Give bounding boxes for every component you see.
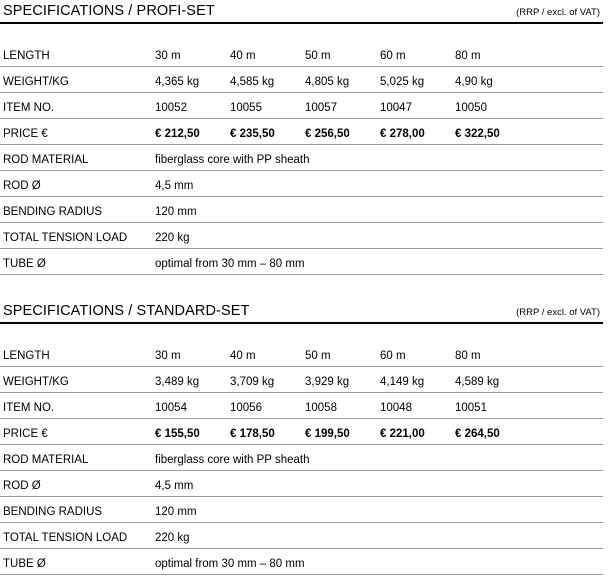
weight-value: 4,90 kg bbox=[455, 76, 493, 88]
weight-value: 4,589 kg bbox=[455, 376, 500, 388]
row-label: ITEM NO. bbox=[3, 402, 55, 414]
rod-diameter-row bbox=[0, 171, 603, 197]
weight-row bbox=[0, 367, 603, 393]
row-label: TOTAL TENSION LOAD bbox=[3, 532, 128, 544]
item-number-value: 10056 bbox=[230, 402, 262, 414]
length-row bbox=[0, 341, 603, 367]
item-number-value: 10055 bbox=[230, 102, 262, 114]
section-title: SPECIFICATIONS / STANDARD-SET bbox=[3, 303, 250, 319]
price-value: € 235,50 bbox=[230, 128, 275, 140]
row-label: TOTAL TENSION LOAD bbox=[3, 232, 128, 244]
rod-material-value: fiberglass core with PP sheath bbox=[155, 454, 310, 466]
price-value: € 199,50 bbox=[305, 428, 350, 440]
length-value: 50 m bbox=[305, 50, 331, 62]
rod-diameter-value: 4,5 mm bbox=[155, 180, 194, 192]
item-number-value: 10048 bbox=[380, 402, 412, 414]
price-row bbox=[0, 119, 603, 145]
bending-radius-value: 120 mm bbox=[155, 506, 197, 518]
length-value: 40 m bbox=[230, 350, 256, 362]
weight-row bbox=[0, 67, 603, 93]
row-label: WEIGHT/KG bbox=[3, 376, 69, 388]
weight-value: 5,025 kg bbox=[380, 76, 425, 88]
rod-diameter-row bbox=[0, 471, 603, 497]
row-label: WEIGHT/KG bbox=[3, 76, 69, 88]
price-value: € 178,50 bbox=[230, 428, 275, 440]
price-value: € 155,50 bbox=[155, 428, 200, 440]
length-value: 40 m bbox=[230, 50, 256, 62]
item-number-value: 10047 bbox=[380, 102, 412, 114]
tube-diameter-value: optimal from 30 mm – 80 mm bbox=[155, 258, 305, 270]
tube-diameter-row bbox=[0, 549, 603, 575]
section-header bbox=[0, 300, 603, 324]
weight-value: 4,585 kg bbox=[230, 76, 275, 88]
item-number-value: 10054 bbox=[155, 402, 187, 414]
weight-value: 4,149 kg bbox=[380, 376, 425, 388]
price-value: € 278,00 bbox=[380, 128, 425, 140]
length-value: 80 m bbox=[455, 50, 481, 62]
item-number-value: 10051 bbox=[455, 402, 487, 414]
length-row bbox=[0, 41, 603, 67]
weight-value: 3,709 kg bbox=[230, 376, 275, 388]
row-label: ROD Ø bbox=[3, 480, 41, 492]
item-number-value: 10050 bbox=[455, 102, 487, 114]
row-label: PRICE € bbox=[3, 428, 48, 440]
length-value: 80 m bbox=[455, 350, 481, 362]
item-number-value: 10052 bbox=[155, 102, 187, 114]
item-number-value: 10058 bbox=[305, 402, 337, 414]
weight-value: 4,365 kg bbox=[155, 76, 200, 88]
tension-load-value: 220 kg bbox=[155, 232, 190, 244]
bending-radius-value: 120 mm bbox=[155, 206, 197, 218]
price-row bbox=[0, 419, 603, 445]
row-label: TUBE Ø bbox=[3, 258, 46, 270]
tube-diameter-value: optimal from 30 mm – 80 mm bbox=[155, 558, 305, 570]
standard-set-section bbox=[0, 300, 603, 575]
price-value: € 212,50 bbox=[155, 128, 200, 140]
tube-diameter-row bbox=[0, 249, 603, 275]
row-label: PRICE € bbox=[3, 128, 48, 140]
weight-value: 3,489 kg bbox=[155, 376, 200, 388]
row-label: ROD MATERIAL bbox=[3, 454, 89, 466]
bending-radius-row bbox=[0, 497, 603, 523]
length-value: 60 m bbox=[380, 50, 406, 62]
row-label: ROD Ø bbox=[3, 180, 41, 192]
rod-material-value: fiberglass core with PP sheath bbox=[155, 154, 310, 166]
tension-load-row bbox=[0, 223, 603, 249]
weight-value: 4,805 kg bbox=[305, 76, 350, 88]
section-title: SPECIFICATIONS / PROFI-SET bbox=[3, 3, 215, 19]
profi-set-section bbox=[0, 0, 603, 275]
length-value: 50 m bbox=[305, 350, 331, 362]
bending-radius-row bbox=[0, 197, 603, 223]
length-value: 30 m bbox=[155, 350, 181, 362]
price-value: € 264,50 bbox=[455, 428, 500, 440]
row-label: LENGTH bbox=[3, 50, 50, 62]
item-number-value: 10057 bbox=[305, 102, 337, 114]
row-label: BENDING RADIUS bbox=[3, 506, 103, 518]
tension-load-value: 220 kg bbox=[155, 532, 190, 544]
rod-material-row bbox=[0, 145, 603, 171]
row-label: BENDING RADIUS bbox=[3, 206, 103, 218]
price-value: € 256,50 bbox=[305, 128, 350, 140]
row-label: TUBE Ø bbox=[3, 558, 46, 570]
row-label: ROD MATERIAL bbox=[3, 154, 89, 166]
rod-material-row bbox=[0, 445, 603, 471]
weight-value: 3,929 kg bbox=[305, 376, 350, 388]
item-number-row bbox=[0, 93, 603, 119]
price-note: (RRP / excl. of VAT) bbox=[516, 7, 600, 18]
price-value: € 322,50 bbox=[455, 128, 500, 140]
section-header bbox=[0, 0, 603, 24]
price-value: € 221,00 bbox=[380, 428, 425, 440]
tension-load-row bbox=[0, 523, 603, 549]
length-value: 60 m bbox=[380, 350, 406, 362]
length-value: 30 m bbox=[155, 50, 181, 62]
price-note: (RRP / excl. of VAT) bbox=[516, 307, 600, 318]
row-label: ITEM NO. bbox=[3, 102, 55, 114]
row-label: LENGTH bbox=[3, 350, 50, 362]
item-number-row bbox=[0, 393, 603, 419]
rod-diameter-value: 4,5 mm bbox=[155, 480, 194, 492]
